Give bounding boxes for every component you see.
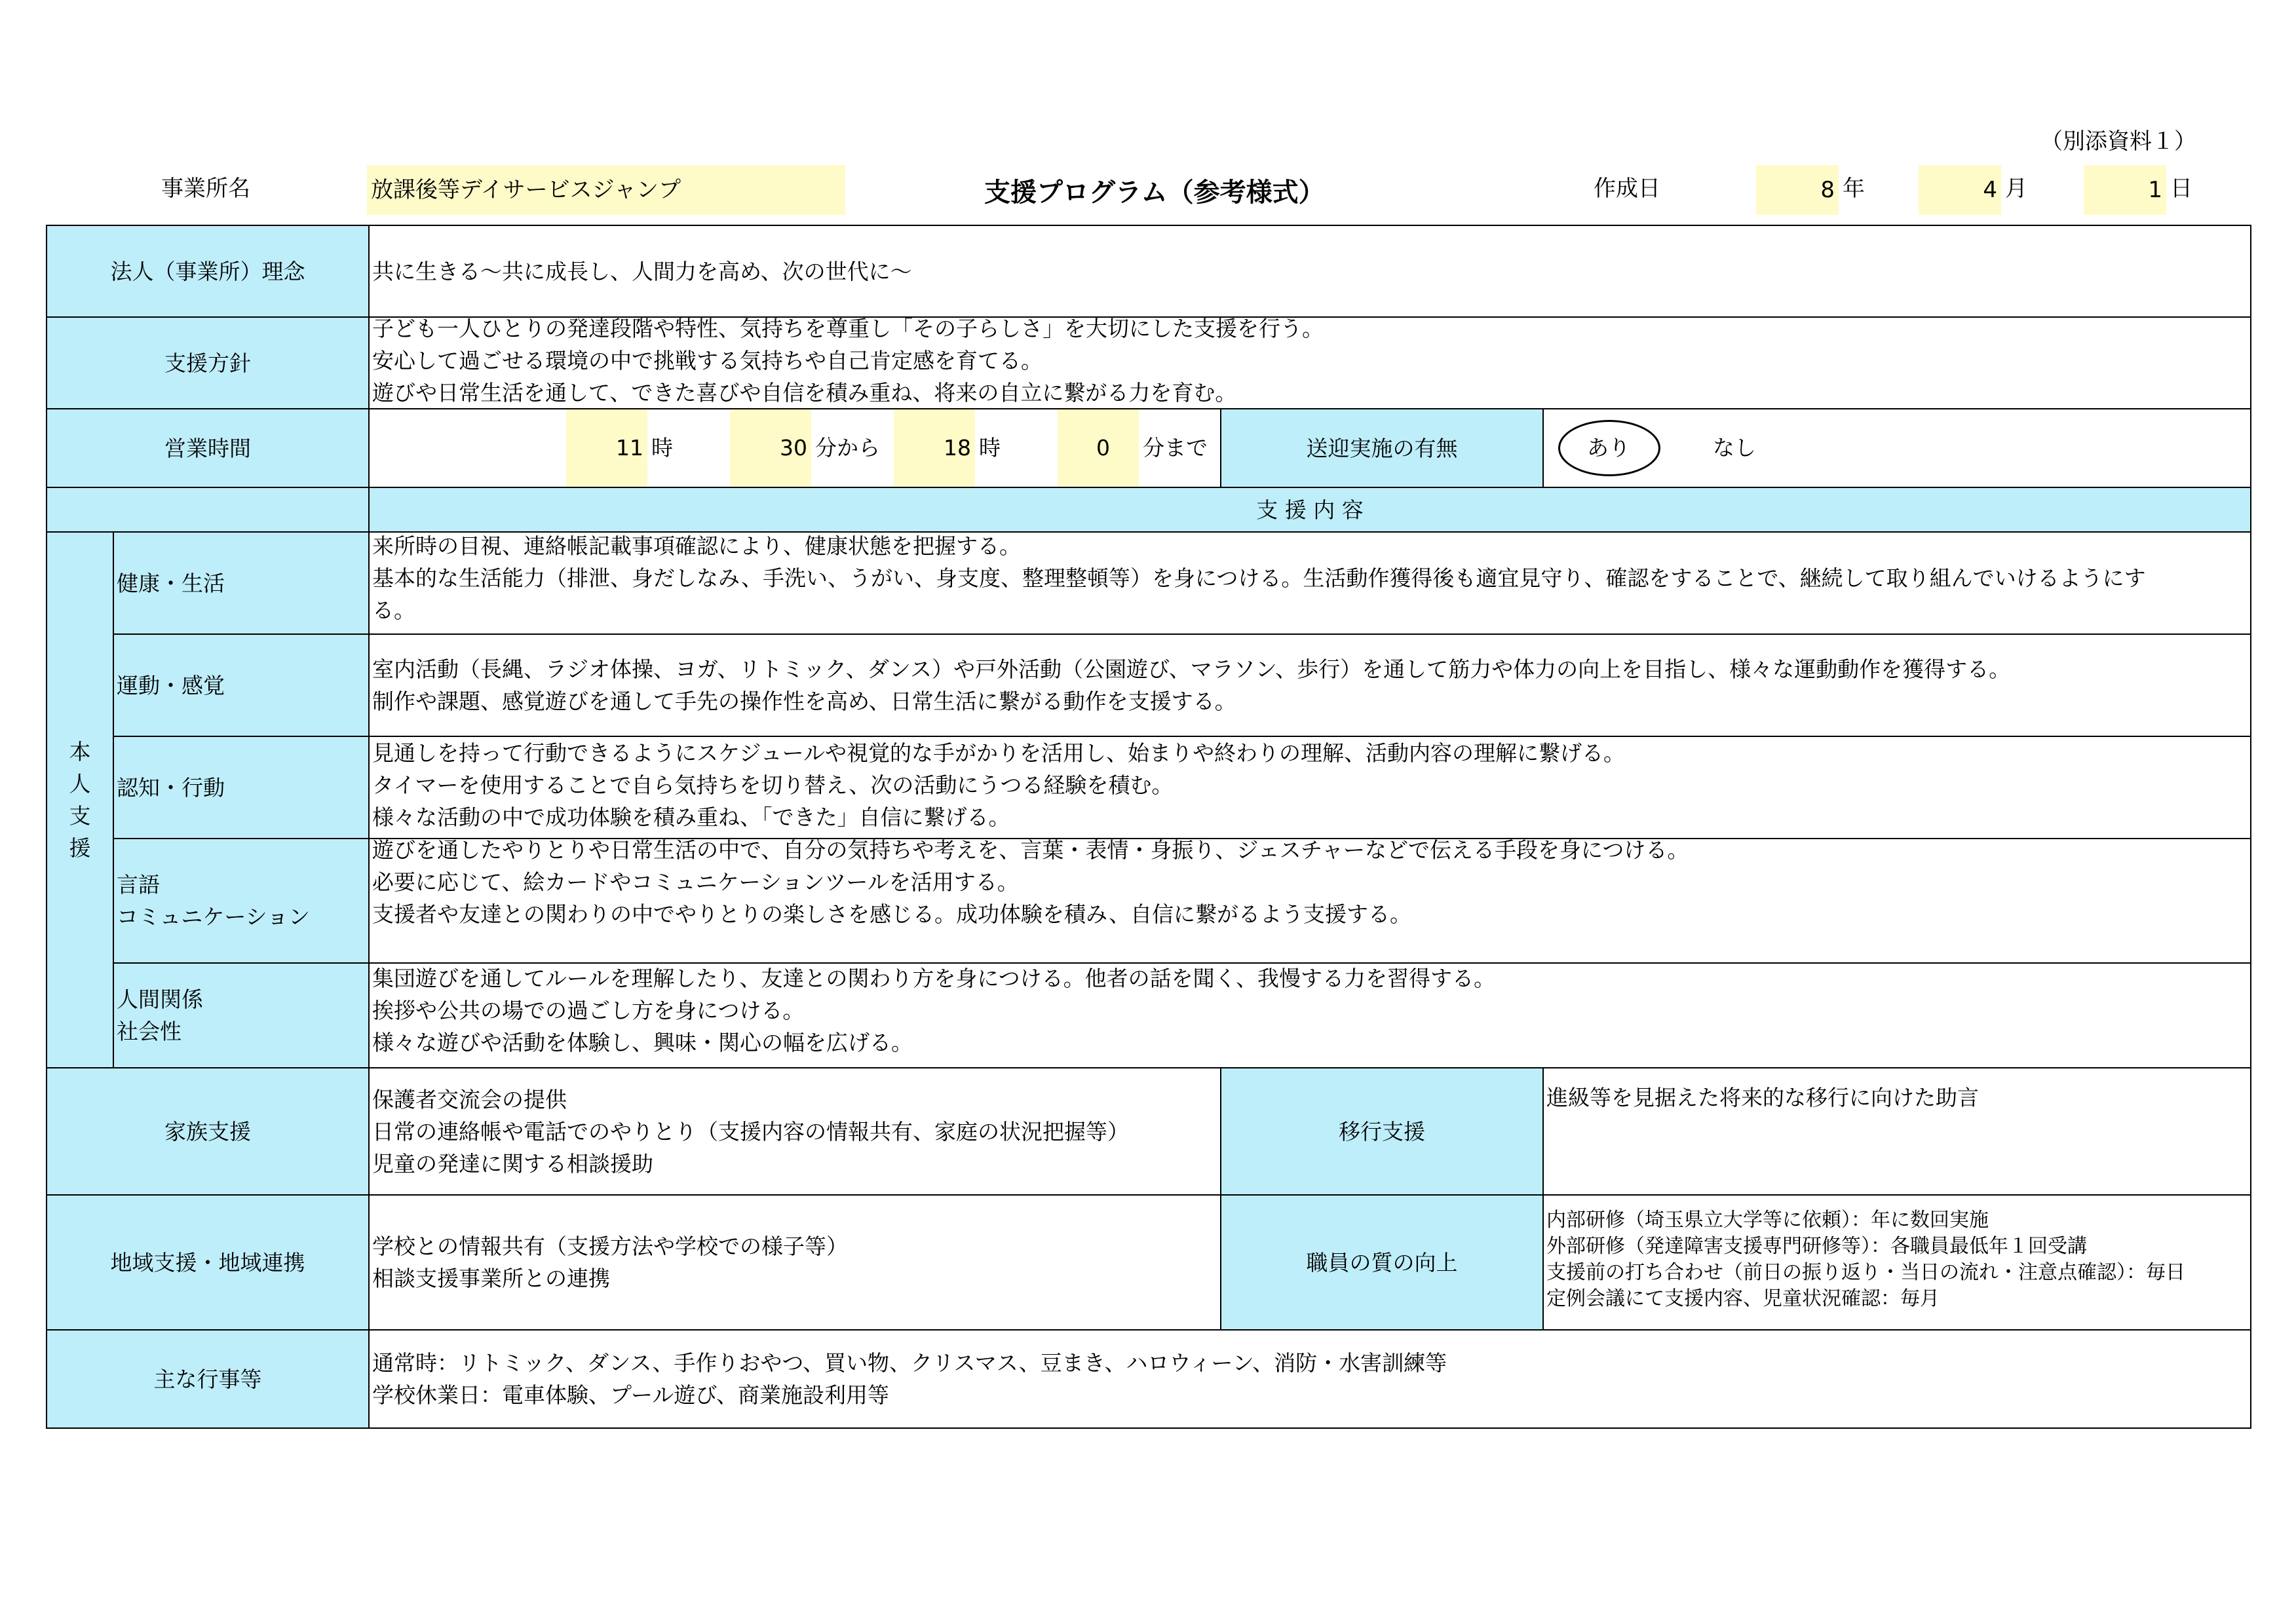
staff-quality-label: 職員の質の向上 [1220,1194,1544,1331]
family-support-label: 家族支援 [46,1067,370,1196]
cognition-behavior-label: 認知・行動 [113,736,370,839]
transport-label: 送迎実施の有無 [1220,408,1544,488]
health-life-cell [368,531,2251,635]
support-line: 様々な遊びや活動を体験し、興味・関心の幅を広げる。 [372,1030,913,1055]
end-hour-unit: 時 [979,435,1001,461]
support-line: 室内活動（長縄、ラジオ体操、ヨガ、リトミック、ダンス）や戸外活動（公園遊び、マラソン、歩行）を通して筋力や体力の向上を目指し、様々な運動動作を獲得する。 [372,656,2011,682]
events-cell [368,1329,2251,1429]
philosophy-cell [368,225,2251,318]
from-unit: 分から [815,435,880,461]
transition-support-cell [1542,1067,2251,1196]
transport-cell [1542,408,2251,488]
support-line: 様々な活動の中で成功体験を積み重ね、「できた」自信に繋げる。 [372,804,1010,830]
transport-no-option[interactable]: なし [1713,435,1756,461]
support-line: 制作や課題、感覚遊びを通して手先の操作性を高め、日常生活に繋がる動作を支援する。 [372,689,1236,714]
support-line: 支援者や友達との関わりの中でやりとりの楽しさを感じる。成功体験を積み、自信に繋がるよう支援する。 [372,901,1411,927]
support-content-corner [46,487,370,533]
support-program-table [46,225,2251,1429]
day-unit: 日 [2170,176,2192,202]
motor-sensory-cell [368,633,2251,737]
events-label: 主な行事等 [46,1329,370,1429]
support-line: 必要に応じて、絵カードやコミュニケーションツールを活用する。 [372,869,1019,895]
start-hour-field[interactable]: 11 [566,409,647,487]
transport-yes-option[interactable]: あり [1587,435,1630,461]
events-line: 通常時：リトミック、ダンス、手作りおやつ、買い物、クリスマス、豆まき、ハロウィーン、消防・水害訓練等 [372,1350,1447,1376]
events-line: 学校休業日：電車体験、プール遊び、商業施設利用等 [372,1382,890,1408]
month-unit: 月 [2005,176,2027,202]
community-line: 学校との情報共有（支援方法や学校での様子等） [372,1234,848,1259]
day-field[interactable]: 1 [2084,165,2166,215]
support-line: 遊びを通したやりとりや日常生活の中で、自分の気持ちや考えを、言葉・表情・身振り、ジェスチャーなどで伝える手段を身につける。 [372,838,1689,863]
office-name-field[interactable]: 放課後等デイサービスジャンプ [367,165,845,215]
policy-line: 子ども一人ひとりの発達段階や特性、気持ちを尊重し「その子らしさ」を大切にした支援を行う。 [372,316,1324,341]
start-minute-field[interactable]: 30 [730,409,811,487]
philosophy-label: 法人（事業所）理念 [46,225,370,318]
support-line: 基本的な生活能力（排泄、身だしなみ、手洗い、うがい、身支度、整理整頓等）を身につける。生活動作獲得後も適宜見守り、確認をすることで、継続して取り組んでいけるようにす [372,565,2146,591]
language-communication-cell [368,838,2251,964]
relationships-social-cell [368,962,2251,1068]
office-label: 事業所名 [161,176,250,202]
staff-quality-line: 定例会議にて支援内容、児童状況確認：毎月 [1546,1287,1940,1310]
staff-quality-line: 内部研修（埼玉県立大学等に依頼）：年に数回実施 [1546,1209,1989,1232]
start-hour-unit: 時 [651,435,673,461]
support-line: 見通しを持って行動できるようにスケジュールや視覚的な手がかりを活用し、始まりや終わりの理解、活動内容の理解に繋げる。 [372,740,1626,766]
community-label: 地域支援・地域連携 [46,1194,370,1331]
health-life-label: 健康・生活 [113,531,370,635]
page-title: 支援プログラム（参考様式） [984,178,1325,208]
support-line: 来所時の目視、連絡帳記載事項確認により、健康状態を把握する。 [372,533,1021,559]
month-field[interactable]: 4 [1919,165,2001,215]
created-date-label: 作成日 [1594,176,1660,202]
policy-label: 支援方針 [46,316,370,409]
language-communication-label: 言語 コミュニケーション [113,838,370,964]
community-cell [368,1194,1221,1331]
end-hour-field[interactable]: 18 [894,409,975,487]
family-support-cell [368,1067,1221,1196]
until-unit: 分まで [1143,435,1208,461]
end-minute-field[interactable]: 0 [1058,409,1139,487]
staff-quality-line: 外部研修（発達障害支援専門研修等）：各職員最低年１回受講 [1546,1235,2087,1258]
policy-cell [368,316,2251,409]
policy-line: 遊びや日常生活を通して、できた喜びや自信を積み重ね、将来の自立に繋がる力を育む。 [372,380,1237,406]
year-unit: 年 [1843,176,1865,202]
relationships-social-label: 人間関係 社会性 [113,962,370,1068]
family-support-line: 日常の連絡帳や電話でのやりとり（支援内容の情報共有、家庭の状況把握等） [372,1118,1129,1144]
philosophy-text: 共に生きる～共に成長し、人間力を高め、次の世代に～ [372,258,912,284]
year-field[interactable]: 8 [1756,165,1839,215]
staff-quality-cell [1542,1194,2251,1331]
family-support-line: 保護者交流会の提供 [372,1086,567,1112]
support-line: タイマーを使用することで自ら気持ちを切り替え、次の活動にうつる経験を積む。 [372,772,1174,798]
transition-support-label: 移行支援 [1220,1067,1544,1196]
family-support-line: 児童の発達に関する相談援助 [372,1150,653,1177]
support-content-header: 支 援 内 容 [368,487,2251,533]
hours-cell [368,408,1221,488]
community-line: 相談支援事業所との連携 [372,1266,610,1291]
attachment-note: （別添資料１） [2040,128,2196,155]
staff-quality-line: 支援前の打ち合わせ（前日の振り返り・当日の流れ・注意点確認）：毎日 [1546,1261,2185,1284]
transition-support-line: 進級等を見据えた将来的な移行に向けた助言 [1546,1085,1979,1110]
hours-label: 営業時間 [46,408,370,488]
policy-line: 安心して過ごせる環境の中で挑戦する気持ちや自己肯定感を育てる。 [372,348,1043,373]
support-line: 挨拶や公共の場での過ごし方を身につける。 [372,998,805,1023]
support-line: る。 [372,597,415,623]
cognition-behavior-cell [368,736,2251,839]
motor-sensory-label: 運動・感覚 [113,633,370,737]
support-line: 集団遊びを通してルールを理解したり、友達との関わり方を身につける。他者の話を聞く、我慢する力を習得する。 [372,966,1496,991]
individual-support-label: 本 人 支 援 [46,531,114,1068]
